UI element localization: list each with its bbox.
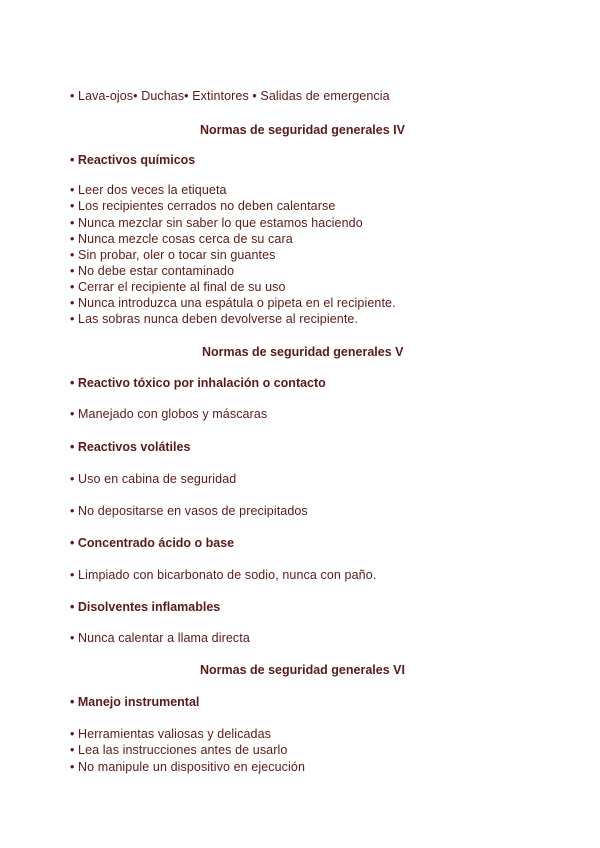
section4-item: • Nunca mezcle cosas cerca de su cara xyxy=(70,232,293,246)
section4-item: • Leer dos veces la etiqueta xyxy=(70,183,227,197)
section4-item: • Nunca introduzca una espátula o pipeta en el recipiente. xyxy=(70,296,396,310)
section6-item: • Lea las instrucciones antes de usarlo xyxy=(70,743,288,757)
section6-item: • Herramientas valiosas y delicadas xyxy=(70,727,272,741)
section4-subheading: • Reactivos químicos xyxy=(70,153,196,167)
section5-heading: • Reactivos volátiles xyxy=(70,440,191,454)
section5-text: • Uso en cabina de seguridad xyxy=(70,472,237,486)
section4-item: • Nunca mezclar sin saber lo que estamos haciendo xyxy=(70,216,363,230)
section4-item: • Sin probar, oler o tocar sin guantes xyxy=(70,248,276,262)
intro-line: • Lava-ojos• Duchas• Extintores • Salidas de emergencia xyxy=(70,89,390,103)
section5-text: • Nunca calentar a llama directa xyxy=(70,631,250,645)
section5-heading: • Concentrado ácido o base xyxy=(70,536,235,550)
section5-heading: • Disolventes inflamables xyxy=(70,600,221,614)
section6-subheading: • Manejo instrumental xyxy=(70,695,200,709)
section4-item: • Cerrar el recipiente al final de su uso xyxy=(70,280,286,294)
section6-title: Normas de seguridad generales VI xyxy=(200,663,405,677)
section5-text: • Manejado con globos y máscaras xyxy=(70,407,268,421)
section4-title: Normas de seguridad generales IV xyxy=(200,123,405,137)
section4-item: • Las sobras nunca deben devolverse al recipiente. xyxy=(70,312,359,326)
section4-item: • No debe estar contaminado xyxy=(70,264,235,278)
section5-text: • Limpiado con bicarbonato de sodio, nunca con paño. xyxy=(70,568,377,582)
section5-text: • No depositarse en vasos de precipitados xyxy=(70,504,308,518)
section6-item: • No manipule un dispositivo en ejecución xyxy=(70,760,306,774)
section5-heading: • Reactivo tóxico por inhalación o contacto xyxy=(70,376,326,390)
section4-item: • Los recipientes cerrados no deben calentarse xyxy=(70,199,336,213)
section5-title: Normas de seguridad generales V xyxy=(202,345,404,359)
